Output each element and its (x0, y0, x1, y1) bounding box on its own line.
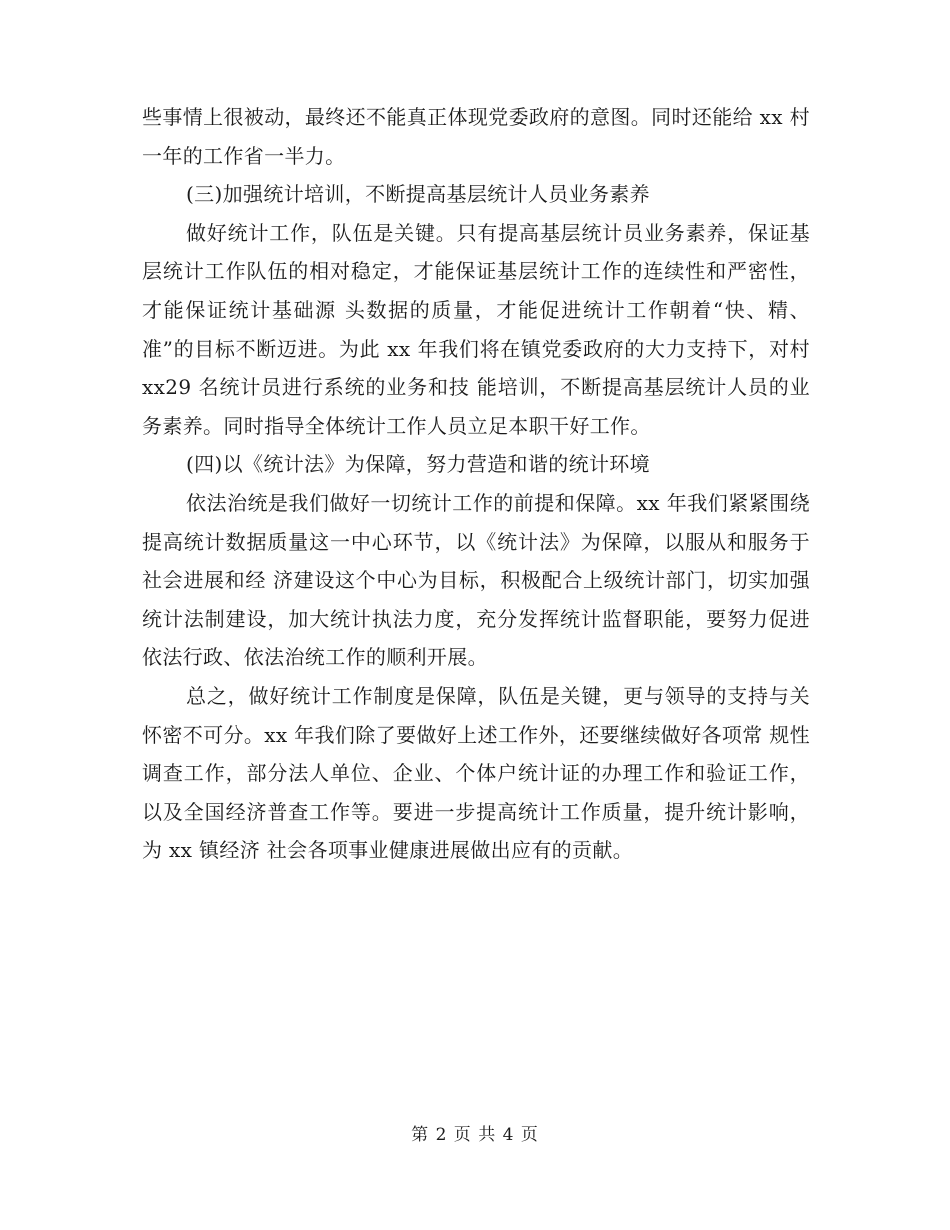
page-number-footer: 第 2 页 共 4 页 (411, 1125, 539, 1145)
section-heading-statistics-law: (四)以《统计法》为保障，努力营造和谐的统计环境 (186, 452, 651, 477)
section-heading-training: (三)加强统计培训，不断提高基层统计人员业务素养 (186, 182, 651, 207)
paragraph-continuation: 些事情上很被动，最终还不能真正体现党委政府的意图。同时还能给 xx 村一年的工作省一半力。 (142, 105, 810, 168)
paragraph-summary: 总之，做好统计工作制度是保障，队伍是关键，更与领导的支持与关怀密不可分。xx 年我们除了要做好上述工作外，还要继续做好各项常 规性调查工作，部分法人单位、企业、个体户统计证的办理工作和验证工作，以及全国经济普查工作等。要进一步提高统计工作质量，提升统计影响，为 xx 镇经济 社会各项事业健康进展做出应有的贡献。 (142, 683, 810, 863)
document-body (142, 98, 810, 870)
paragraph-statistics-law: 依法治统是我们做好一切统计工作的前提和保障。xx 年我们紧紧围绕提高统计数据质量这一中心环节，以《统计法》为保障，以服从和服务于社会进展和经 济建设这个中心为目标，积极配合上级统计部门，切实加强统计法制建设，加大统计执法力度，充分发挥统计监督职能，要努力促进依法行政、依法治统工作的顺利开展。 (142, 490, 810, 670)
paragraph-training: 做好统计工作，队伍是关键。只有提高基层统计员业务素养，保证基层统计工作队伍的相对稳定，才能保证基层统计工作的连续性和严密性，才能保证统计基础源 头数据的质量，才能促进统计工作朝着“快、精、准”的目标不断迈进。为此 xx 年我们将在镇党委政府的大力支持下，对村 xx29 名统计员进行系统的业务和技 能培训，不断提高基层统计人员的业务素养。同时指导全体统计工作人员立足本职干好工作。 (142, 220, 810, 438)
